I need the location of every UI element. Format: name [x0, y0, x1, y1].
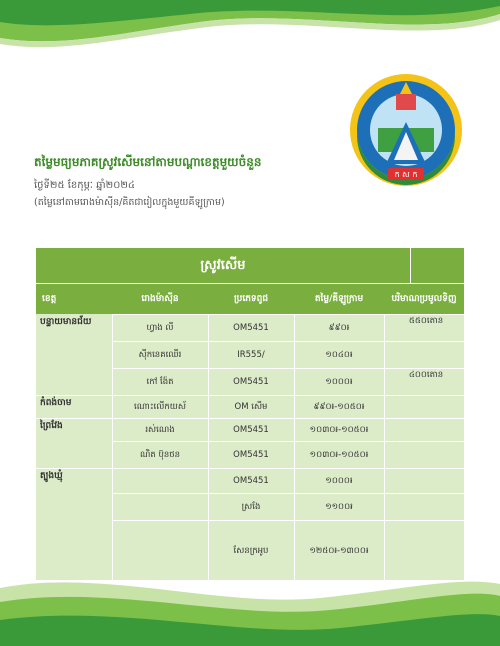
variety-cell: IR555/ [237, 350, 265, 360]
capacity-cell: ៤០០តោន [408, 370, 444, 380]
province-name: ត្បូងឃ្មុំ [40, 471, 63, 481]
header-capacity: បរិមាណប្រមូលទិញ [391, 294, 457, 304]
top-wave-decoration [0, 0, 500, 60]
mill-cell: រស់ណេង [145, 425, 175, 435]
header-province: ខេត្ត [42, 294, 57, 304]
variety-cell: OM5451 [233, 377, 269, 387]
header-price: តម្លៃ/គីឡូក្រាម [314, 294, 364, 304]
price-cell: ១០៣០៛-១០៥០៛ [309, 425, 369, 435]
price-note: (តម្លៃនៅតាមរោងម៉ាស៊ីន/គិតជារៀលក្នុងមួយគីឡូក្រាម) [34, 197, 225, 208]
mill-cell: ណិត ប៊ុនថន [139, 450, 181, 460]
mill-cell: កៅ ង៉ែត [146, 377, 174, 387]
province-name: កំពង់ចាម [40, 398, 72, 408]
price-cell: ១០០០៛ [325, 377, 353, 387]
table-row [112, 468, 464, 493]
mill-cell: ស៊ីកនេគឈើរ [138, 350, 182, 360]
variety-cell: ស្រងែ [241, 502, 261, 512]
table-row [112, 341, 464, 368]
table-main-header [36, 248, 464, 284]
price-cell: ១១០០៛ [325, 502, 353, 512]
provincial-seal-icon [348, 72, 464, 188]
price-cell: ១០៣០៛-១០៥០៛ [309, 450, 369, 460]
price-table [36, 248, 464, 580]
table-row [112, 493, 464, 520]
emblem-text: ក ស ក [394, 170, 418, 179]
mill-cell: ហ្វាង លី [146, 323, 174, 333]
variety-cell: សែនក្រអូប [233, 546, 269, 556]
header-mill: រោងម៉ាស៊ីន [141, 294, 179, 304]
province-name: បន្ទាយមានជ័យ [40, 317, 92, 327]
price-cell: ១២៥០៛-១៣០០៛ [309, 546, 369, 556]
report-date: ថ្ងៃទី២៥ ខែកុម្ភៈ ឆ្នាំ២០២៤ [34, 180, 135, 191]
variety-cell: OM5451 [233, 476, 269, 486]
table-heading: ស្រូវសើម [200, 258, 246, 273]
table-column-headers [36, 284, 464, 314]
variety-cell: OM5451 [233, 425, 269, 435]
price-cell: ៩៩០៛ [328, 323, 350, 333]
capacity-cell: ៥៥០តោន [408, 316, 444, 326]
variety-cell: OM5451 [233, 450, 269, 460]
bottom-wave-decoration [0, 568, 500, 646]
price-cell: ១០៤០៛ [325, 350, 353, 360]
mill-cell: ណោះលើកយស័ [134, 402, 186, 412]
page-title: តម្លៃមធ្យមភាគស្រូវសើមនៅតាមបណ្តាខេត្តមួយចំនួន [34, 155, 262, 169]
table-row [112, 418, 464, 441]
variety-cell: OM5451 [233, 323, 269, 333]
province-name: ព្រៃវែង [40, 421, 63, 431]
header-variety: ប្រភេទពូជ [233, 294, 269, 304]
price-cell: ១០០០៛ [325, 476, 353, 486]
price-cell: ៩៩០៛-១០៥០៛ [313, 402, 365, 412]
table-row [112, 441, 464, 468]
table-row [112, 395, 464, 418]
variety-cell: OM សើម [234, 402, 268, 412]
table-body [36, 314, 464, 580]
